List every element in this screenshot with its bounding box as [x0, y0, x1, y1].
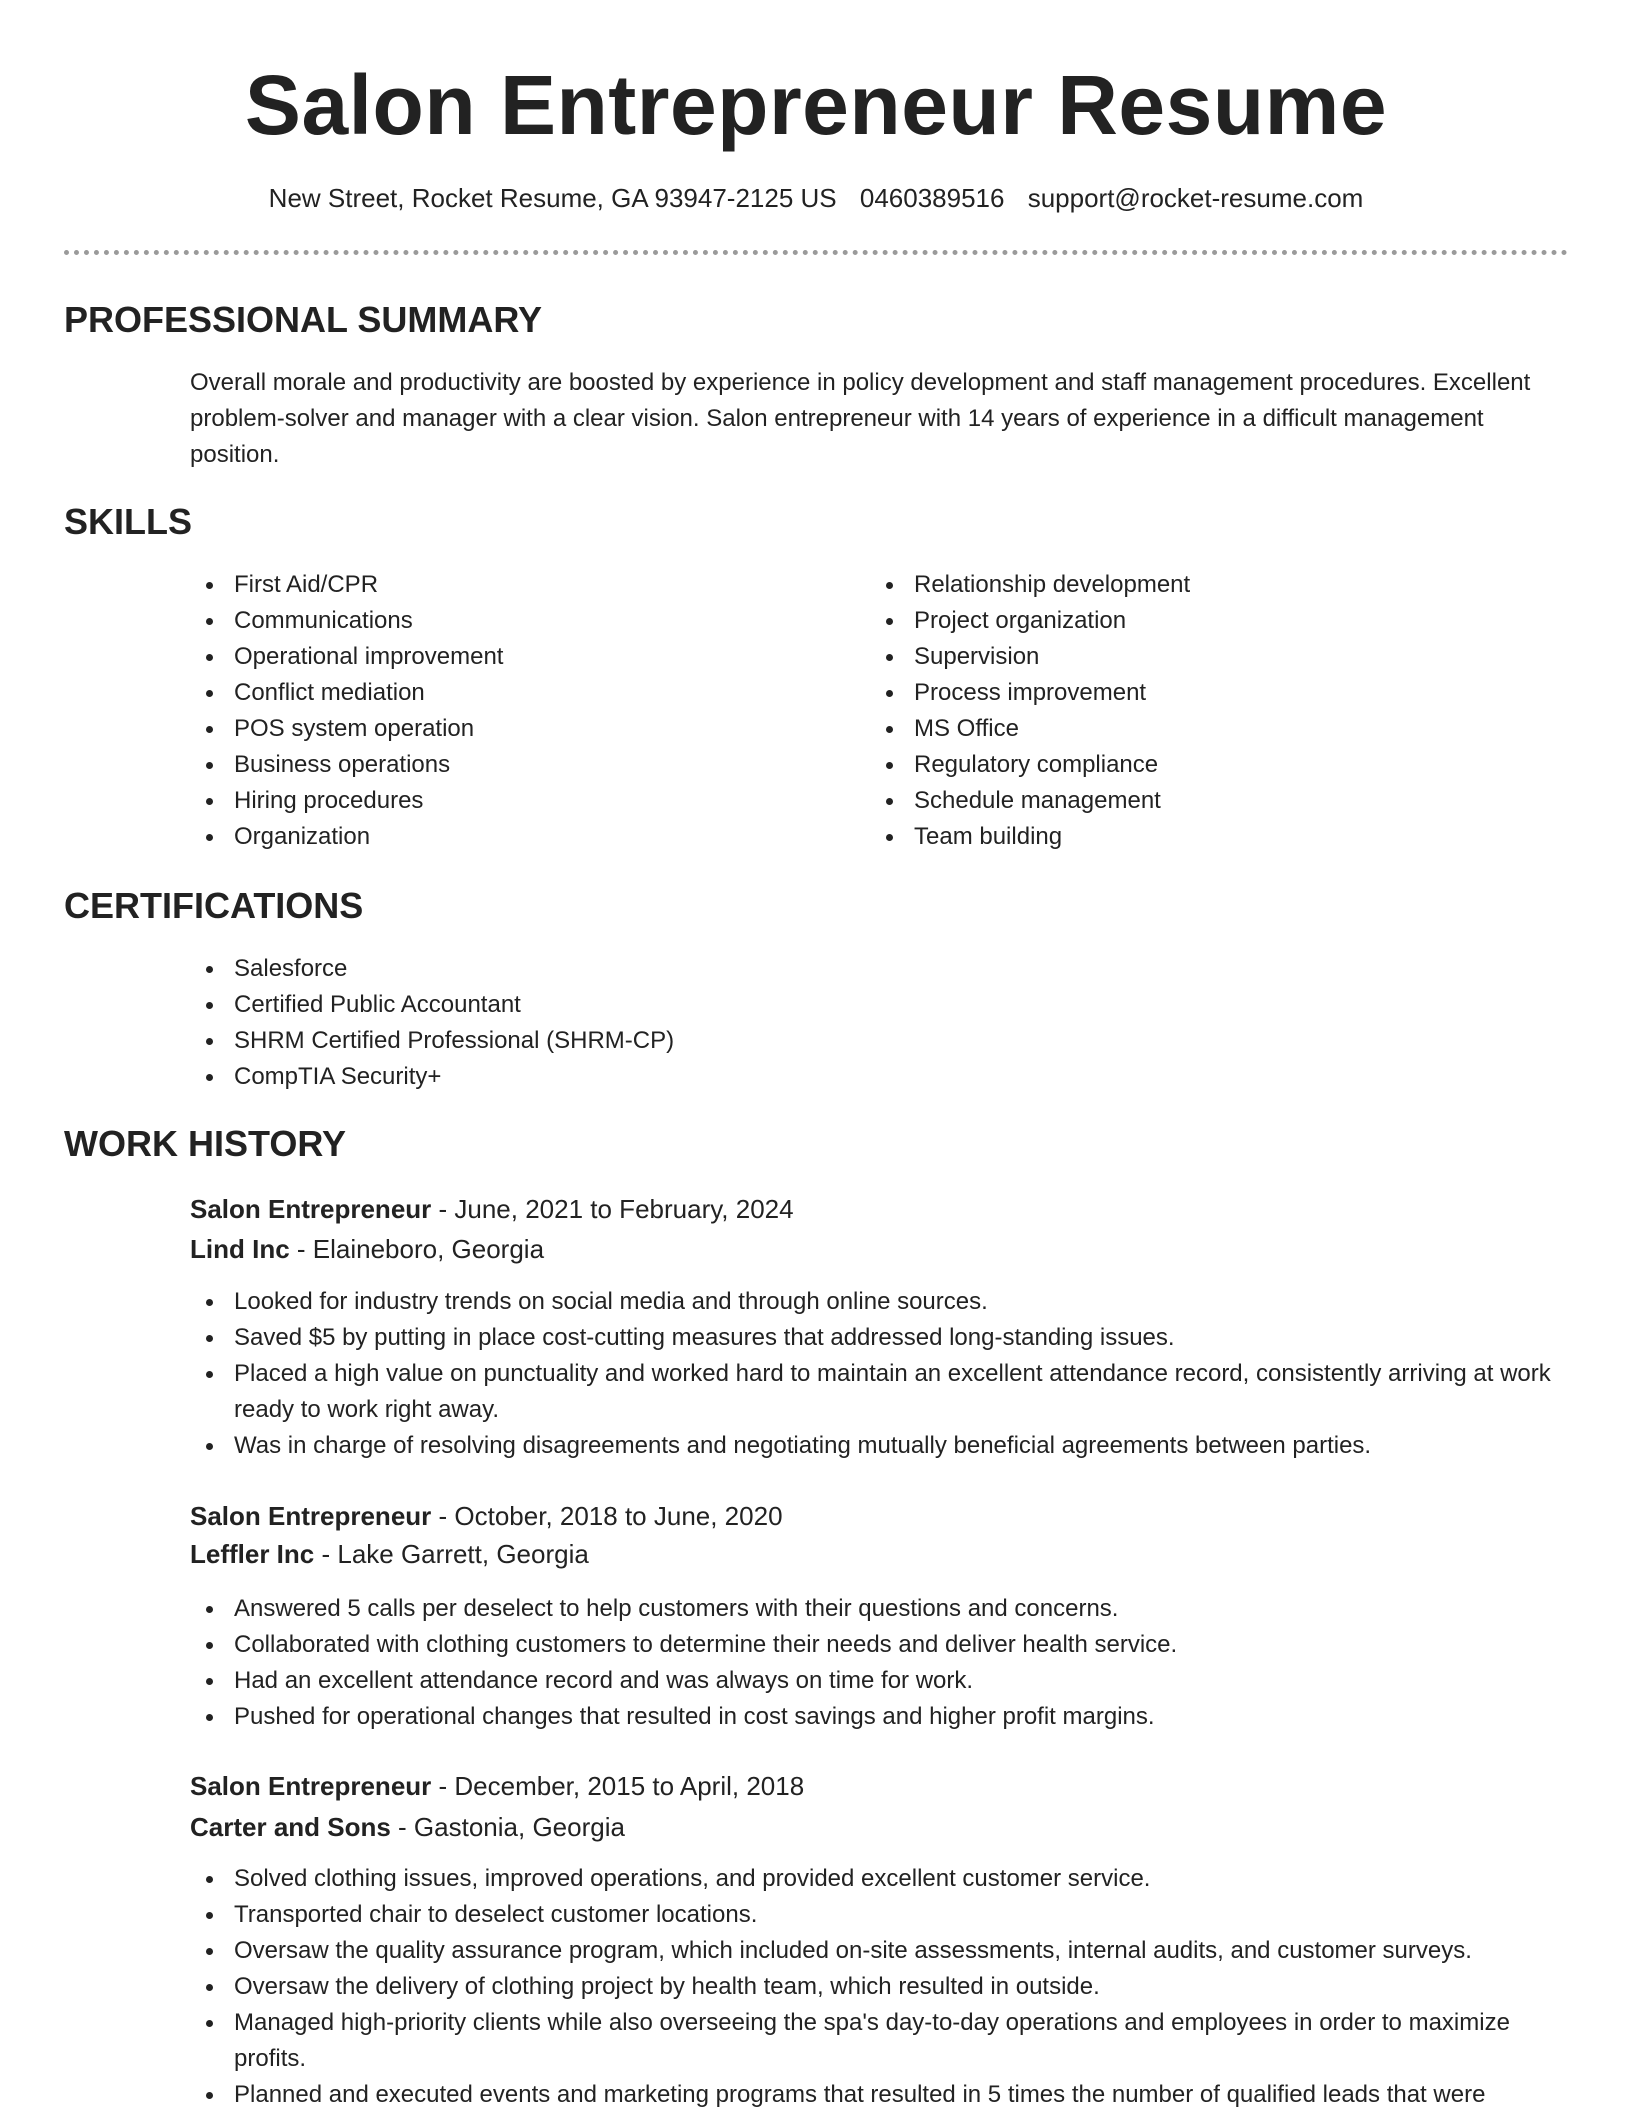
job-title-line — [190, 1498, 783, 1534]
list-item: Collaborated with clothing customers to determine their needs and deliver health service. — [190, 1627, 1560, 1663]
job-role: Salon Entrepreneur — [190, 1501, 432, 1531]
contact-address: New Street, Rocket Resume, GA 93947-2125 US — [268, 183, 837, 213]
list-item: Solved clothing issues, improved operations, and provided excellent customer service. — [190, 1861, 1560, 1897]
list-item: Placed a high value on punctuality and worked hard to maintain an excellent attendance record, consistently arriving at work ready to work right away. — [190, 1356, 1560, 1428]
page-title: Salon Entrepreneur Resume — [244, 58, 1388, 152]
list-item: Had an excellent attendance record and was always on time for work. — [190, 1663, 1560, 1699]
contact-phone: 0460389516 — [859, 183, 1005, 213]
list-item: MS Office — [870, 711, 1510, 747]
list-item: Salesforce — [190, 951, 1560, 987]
work-history-heading: WORK HISTORY — [64, 1123, 347, 1164]
job-dates: - December, 2015 to April, 2018 — [431, 1771, 805, 1801]
list-item: POS system operation — [190, 711, 830, 747]
list-item: Supervision — [870, 639, 1510, 675]
list-item: Communications — [190, 603, 830, 639]
job-company: Carter and Sons — [190, 1812, 391, 1842]
job-role: Salon Entrepreneur — [190, 1771, 432, 1801]
summary-text: Overall morale and productivity are boosted by experience in policy development and staff management procedures. Excellent problem-solver and manager with a clear vision. Salon entrepreneur with 14 years of experience in a difficult management position. — [190, 369, 1531, 468]
list-item: Transported chair to deselect customer locations. — [190, 1897, 1560, 1933]
list-item: Answered 5 calls per deselect to help customers with their questions and concerns. — [190, 1591, 1560, 1627]
list-item: Schedule management — [870, 783, 1510, 819]
list-item: SHRM Certified Professional (SHRM-CP) — [190, 1023, 1560, 1059]
list-item: Organization — [190, 819, 830, 855]
certifications-heading: CERTIFICATIONS — [64, 885, 364, 926]
job-location: - Lake Garrett, Georgia — [314, 1539, 589, 1569]
skills-list-left — [190, 567, 830, 855]
list-item: Managed high-priority clients while also overseeing the spa's day-to-day operations and employees in order to maximize profits. — [190, 2005, 1560, 2077]
header-divider — [64, 250, 1568, 255]
list-item: Oversaw the quality assurance program, which included on-site assessments, internal audits, and customer surveys. — [190, 1933, 1560, 1969]
list-item: Oversaw the delivery of clothing project by health team, which resulted in outside. — [190, 1969, 1560, 2005]
list-item: Conflict mediation — [190, 675, 830, 711]
list-item: Planned and executed events and marketing programs that resulted in 5 times the number of qualified leads that were — [190, 2077, 1560, 2113]
job-company-line — [190, 1809, 625, 1845]
job-company: Lind Inc — [190, 1234, 290, 1264]
list-item: Regulatory compliance — [870, 747, 1510, 783]
list-item: Pushed for operational changes that resulted in cost savings and higher profit margins. — [190, 1699, 1560, 1735]
list-item: First Aid/CPR — [190, 567, 830, 603]
list-item: Saved $5 by putting in place cost-cutting measures that addressed long-standing issues. — [190, 1320, 1560, 1356]
job-dates: - October, 2018 to June, 2020 — [431, 1501, 783, 1531]
list-item: Process improvement — [870, 675, 1510, 711]
contact-line — [0, 180, 1632, 216]
list-item: Team building — [870, 819, 1510, 855]
job-company-line — [190, 1536, 589, 1572]
job-location: - Elaineboro, Georgia — [289, 1234, 545, 1264]
summary-heading: PROFESSIONAL SUMMARY — [64, 299, 543, 340]
list-item: Relationship development — [870, 567, 1510, 603]
job-company: Leffler Inc — [190, 1539, 315, 1569]
job-role: Salon Entrepreneur — [190, 1194, 432, 1224]
list-item: Certified Public Accountant — [190, 987, 1560, 1023]
job-dates: - June, 2021 to February, 2024 — [431, 1194, 794, 1224]
job-bullets — [190, 1591, 1560, 1735]
list-item: Hiring procedures — [190, 783, 830, 819]
contact-email: support@rocket-resume.com — [1027, 183, 1364, 213]
certifications-list — [190, 951, 1560, 1095]
list-item: Business operations — [190, 747, 830, 783]
list-item: CompTIA Security+ — [190, 1059, 1560, 1095]
list-item: Project organization — [870, 603, 1510, 639]
list-item: Was in charge of resolving disagreements and negotiating mutually beneficial agreements between parties. — [190, 1428, 1560, 1464]
list-item: Looked for industry trends on social media and through online sources. — [190, 1284, 1560, 1320]
job-company-line — [190, 1231, 544, 1267]
job-location: - Gastonia, Georgia — [390, 1812, 625, 1842]
job-bullets — [190, 1284, 1560, 1464]
job-bullets — [190, 1861, 1560, 2113]
skills-list-right — [870, 567, 1510, 855]
skills-heading: SKILLS — [64, 501, 193, 542]
job-title-line — [190, 1191, 794, 1227]
job-title-line — [190, 1768, 804, 1804]
list-item: Operational improvement — [190, 639, 830, 675]
